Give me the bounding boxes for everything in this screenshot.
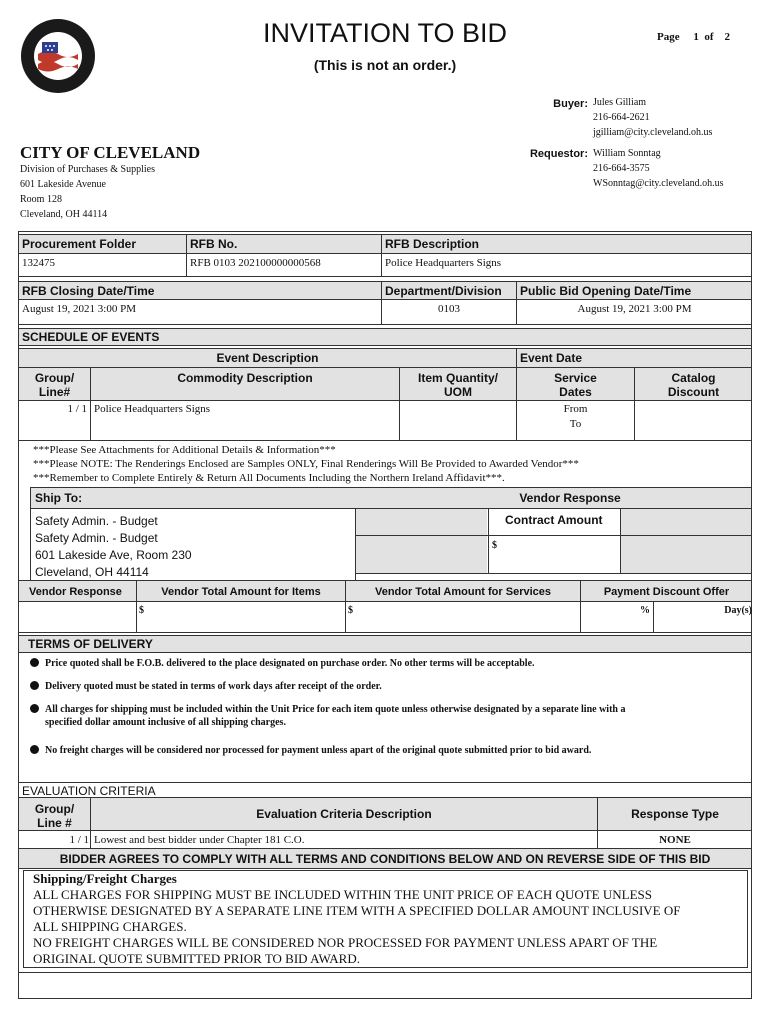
ship-to-line-1: Safety Admin. - Budget (35, 514, 158, 528)
payment-discount-label: Payment Discount Offer (603, 586, 730, 598)
agreement-body (33, 871, 681, 967)
bullet-icon (30, 745, 39, 754)
opening-value: August 19, 2021 3:00 PM (577, 303, 692, 315)
contract-amount-input[interactable] (500, 537, 618, 571)
catalog-discount-header-1: Catalog (671, 371, 716, 385)
delivery-term-shipping-text: All charges for shipping must be included within the Unit Price for each item quote unless otherwise designated by a separate line with a (45, 704, 626, 715)
page-label: Page (657, 31, 680, 43)
note-return-documents: ***Remember to Complete Entirely & Return All Documents Including the Northern Ireland Affidavit***. (33, 472, 505, 484)
agreement-line-1: ALL CHARGES FOR SHIPPING MUST BE INCLUDED WITHIN THE UNIT PRICE OF EACH QUOTE UNLESS (33, 887, 652, 902)
evaluation-title: EVALUATION CRITERIA (22, 784, 156, 798)
closing-value: August 19, 2021 3:00 PM (22, 303, 136, 315)
delivery-title: TERMS OF DELIVERY (28, 637, 153, 651)
org-address-3: Cleveland, OH 44114 (20, 209, 108, 220)
org-address-2: Room 128 (20, 194, 62, 205)
schedule-row-group: 1 / 1 (67, 403, 87, 415)
total-items-label: Vendor Total Amount for Items (161, 586, 321, 598)
schedule-title: SCHEDULE OF EVENTS (22, 330, 160, 344)
agreement-line-5: ORIGINAL QUOTE SUBMITTED PRIOR TO BID AWARD. (33, 951, 360, 966)
requestor-phone: 216-664-3575 (593, 163, 650, 174)
contract-amount-dollar: $ (492, 540, 497, 551)
rfb-no-value: RFB 0103 202100000000568 (190, 257, 321, 269)
item-quantity-header (400, 370, 516, 400)
eval-row-description: Lowest and best bidder under Chapter 181 C.O. (94, 834, 305, 846)
org-name: CITY OF CLEVELAND (20, 143, 201, 162)
bullet-icon (30, 658, 39, 667)
page-of: of (704, 31, 714, 43)
requestor-email: WSonntag@city.cleveland.oh.us (593, 178, 724, 189)
delivery-term-workdays-text: Delivery quoted must be stated in terms of work days after receipt of the order. (45, 681, 382, 692)
ship-to-line-4: Cleveland, OH 44114 (35, 565, 149, 579)
buyer-email: jgilliam@city.cleveland.oh.us (593, 127, 713, 138)
requestor-label: Requestor: (529, 148, 588, 160)
org-address-1: 601 Lakeside Avenue (20, 179, 106, 190)
agreement-title: BIDDER AGREES TO COMPLY WITH ALL TERMS AND CONDITIONS BELOW AND ON REVERSE SIDE OF THIS BID (59, 852, 711, 866)
bullet-icon (30, 681, 39, 690)
schedule-row-commodity: Police Headquarters Signs (94, 403, 211, 415)
note-attachments: ***Please See Attachments for Additional Details & Information*** (33, 444, 336, 456)
ship-to-line-2: Safety Admin. - Budget (35, 531, 158, 545)
buyer-label: Buyer: (553, 98, 588, 110)
city-seal (20, 18, 96, 94)
ship-to-label: Ship To: (35, 491, 83, 505)
event-description-label: Event Description (216, 351, 319, 365)
eval-description-header: Evaluation Criteria Description (256, 807, 432, 821)
contract-amount-label: Contract Amount (505, 513, 603, 527)
eval-group-header-2: Line # (37, 816, 72, 830)
eval-row-group: 1 / 1 (69, 834, 89, 846)
document-subtitle: (This is not an order.) (313, 57, 457, 73)
eval-group-header-1: Group/ (34, 802, 75, 816)
eval-group-header (19, 801, 90, 831)
requestor-name: William Sonntag (593, 148, 661, 159)
total-services-input[interactable] (360, 603, 577, 630)
agreement-line-2: OTHERWISE DESIGNATED BY A SEPARATE LINE ITEM WITH A SPECIFIED DOLLAR AMOUNT INCLUSIVE OF (33, 903, 681, 918)
rfb-description-value: Police Headquarters Signs (385, 257, 502, 269)
delivery-term-freight-text: No freight charges will be considered nor processed for payment unless apart of the original quote submitted prior to bid award. (45, 745, 592, 756)
event-date-label: Event Date (520, 351, 583, 365)
procurement-folder-label: Procurement Folder (22, 237, 137, 251)
org-division: Division of Purchases & Supplies (20, 164, 155, 175)
page-number: 1 (693, 31, 699, 43)
buyer-name: Jules Gilliam (593, 97, 647, 108)
vendor-response-row-label: Vendor Response (29, 586, 122, 598)
total-services-label: Vendor Total Amount for Services (374, 586, 552, 598)
opening-label: Public Bid Opening Date/Time (520, 284, 692, 298)
agreement-subhead: Shipping/Freight Charges (33, 871, 177, 886)
total-items-dollar: $ (139, 605, 144, 616)
ship-to-line-3: 601 Lakeside Ave, Room 230 (35, 548, 192, 562)
schedule-row-to: To (569, 418, 582, 430)
agreement-line-4: NO FREIGHT CHARGES WILL BE CONSIDERED NOR PROCESSED FOR PAYMENT UNLESS APART OF THE (33, 935, 658, 950)
catalog-discount-header (635, 370, 752, 400)
group-line-header (19, 370, 90, 400)
total-services-dollar: $ (348, 605, 353, 616)
buyer-phone: 216-664-2621 (593, 112, 650, 123)
vendor-response-label: Vendor Response (519, 491, 621, 505)
delivery-term-fob-text: Price quoted shall be F.O.B. delivered to the place designated on purchase order. No other terms will be acceptable. (45, 658, 535, 669)
delivery-term-shipping-cont: specified dollar amount inclusive of all shipping charges. (45, 717, 286, 728)
service-dates-header-2: Dates (559, 385, 592, 399)
ship-to-address (35, 513, 192, 581)
service-dates-header-1: Service (554, 371, 597, 385)
delivery-term-fob (30, 657, 535, 670)
total-items-input[interactable] (150, 603, 342, 630)
eval-response-header: Response Type (631, 807, 719, 821)
discount-percent: % (640, 605, 650, 616)
notes-block (33, 443, 579, 485)
item-quantity-header-1: Item Quantity/ (417, 371, 498, 385)
schedule-row-from: From (563, 403, 588, 415)
eval-row-response: NONE (659, 834, 691, 846)
group-line-header-2: Line# (38, 385, 71, 399)
discount-days: Day(s) (724, 605, 752, 616)
catalog-discount-header-2: Discount (667, 385, 720, 399)
closing-label: RFB Closing Date/Time (22, 284, 155, 298)
department-label: Department/Division (385, 284, 502, 298)
item-quantity-header-2: UOM (444, 385, 472, 399)
document-title: INVITATION TO BID (262, 18, 508, 48)
page-total: 2 (724, 31, 731, 43)
commodity-description-header: Commodity Description (177, 371, 313, 385)
bullet-icon (30, 704, 39, 713)
department-value: 0103 (438, 303, 460, 315)
agreement-line-3: ALL SHIPPING CHARGES. (33, 919, 187, 934)
delivery-term-shipping (30, 703, 625, 716)
procurement-folder-value: 132475 (22, 257, 55, 269)
service-dates-header (517, 370, 634, 400)
rfb-description-label: RFB Description (385, 237, 480, 251)
group-line-header-1: Group/ (34, 371, 75, 385)
delivery-term-freight (30, 744, 591, 757)
page-indicator (657, 31, 730, 43)
rfb-no-label: RFB No. (190, 237, 238, 251)
note-renderings: ***Please NOTE: The Renderings Enclosed are Samples ONLY, Final Renderings Will Be Provided to Awarded Vendor*** (33, 458, 579, 470)
delivery-term-workdays (30, 680, 382, 693)
